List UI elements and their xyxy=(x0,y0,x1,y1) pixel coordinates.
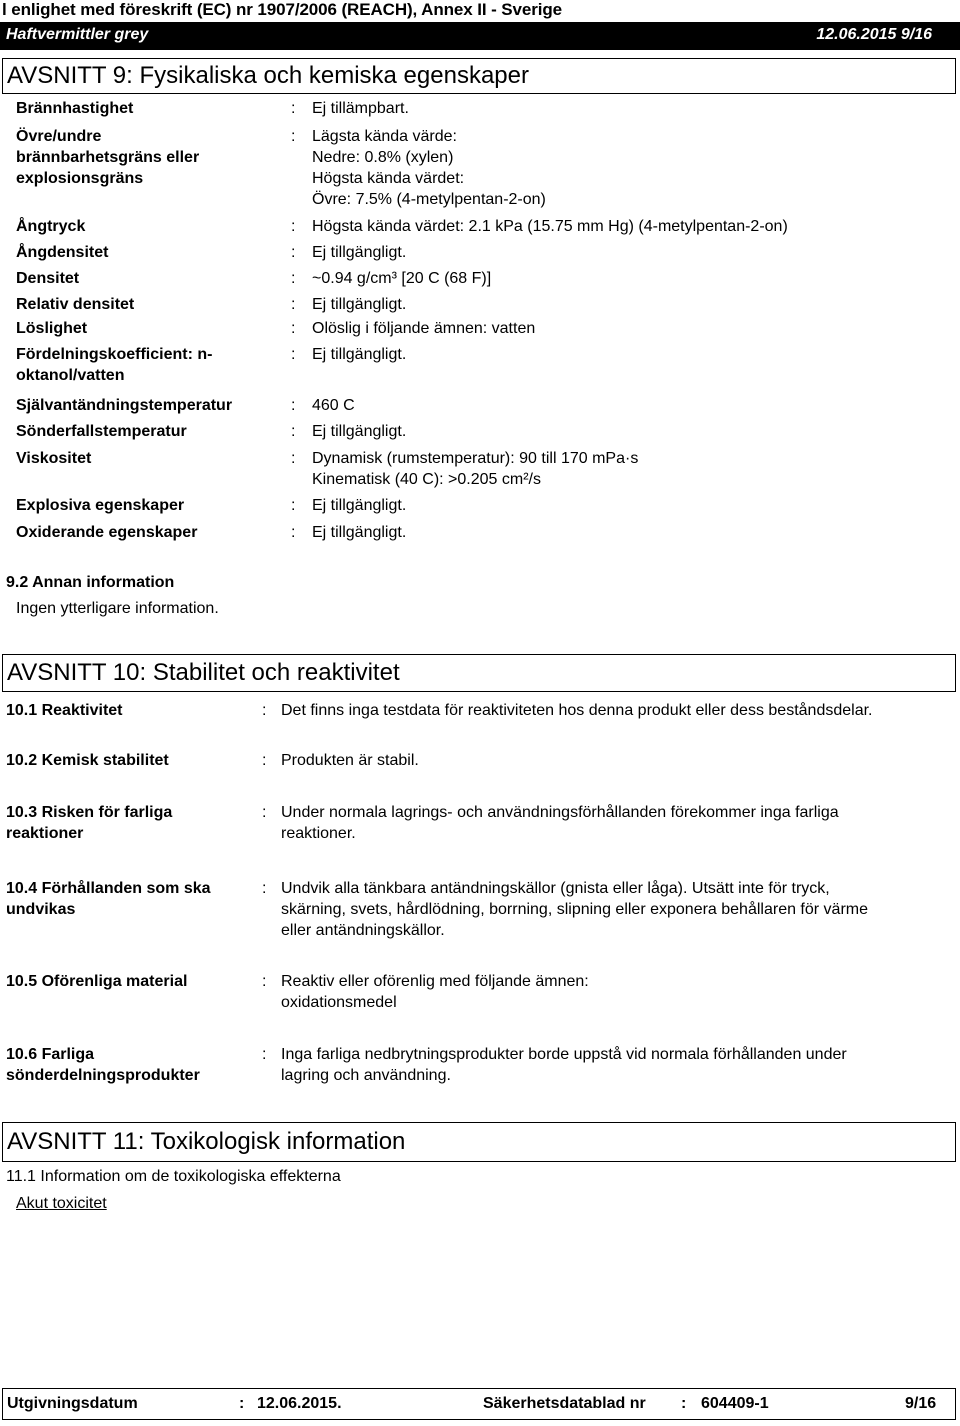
footer-colon: : xyxy=(681,1395,687,1412)
property-colon: : xyxy=(291,296,296,313)
property-label: Ångtryck xyxy=(16,218,86,235)
regulation-title: l enlighet med föreskrift (EC) nr 1907/2006 (REACH), Annex II - Sverige xyxy=(2,0,563,19)
section-10-heading: AVSNITT 10: Stabilitet och reaktivitet xyxy=(2,654,956,692)
property-colon: : xyxy=(291,497,296,514)
stability-label: 10.1 Reaktivitet xyxy=(6,702,123,719)
stability-value: Det finns inga testdata för reaktiviteten hos denna produkt eller dess beståndsdelar. xyxy=(281,702,873,719)
property-value: Ej tillgängligt. xyxy=(312,423,407,440)
stability-label: 10.4 Förhållanden som ska undvikas xyxy=(6,880,211,918)
stability-colon: : xyxy=(262,702,267,719)
stability-colon: : xyxy=(262,880,267,897)
stability-value: Undvik alla tänkbara antändningskällor (gnista eller låga). Utsätt inte för tryck, skärning, svets, hårdlödning, borrning, slipning eller exponera behållaren för värme eller antändningskällor. xyxy=(281,880,868,939)
stability-colon: : xyxy=(262,973,267,990)
stability-colon: : xyxy=(262,752,267,769)
property-value: Högsta kända värdet: 2.1 kPa (15.75 mm Hg) (4-metylpentan-2-on) xyxy=(312,218,788,235)
property-value: Dynamisk (rumstemperatur): 90 till 170 mPa·s Kinematisk (40 C): >0.205 cm²/s xyxy=(312,450,639,488)
section-9-heading: AVSNITT 9: Fysikaliska och kemiska egenskaper xyxy=(2,58,956,94)
property-label: Oxiderande egenskaper xyxy=(16,524,198,541)
stability-label: 10.2 Kemisk stabilitet xyxy=(6,752,169,769)
property-label: Brännhastighet xyxy=(16,100,134,117)
stability-value: Produkten är stabil. xyxy=(281,752,419,769)
other-information-text: Ingen ytterligare information. xyxy=(16,600,219,617)
property-value: Ej tillgängligt. xyxy=(312,497,407,514)
property-value: Olöslig i följande ämnen: vatten xyxy=(312,320,536,337)
property-colon: : xyxy=(291,244,296,261)
property-label: Sönderfallstemperatur xyxy=(16,423,187,440)
property-colon: : xyxy=(291,270,296,287)
property-label: Viskositet xyxy=(16,450,92,467)
stability-label: 10.6 Farliga sönderdelningsprodukter xyxy=(6,1046,200,1084)
acute-toxicity-heading: Akut toxicitet xyxy=(16,1195,107,1212)
property-label: Relativ densitet xyxy=(16,296,135,313)
property-value: 460 C xyxy=(312,397,355,414)
document-footer xyxy=(2,1388,956,1420)
property-value: ~0.94 g/cm³ [20 C (68 F)] xyxy=(312,270,492,287)
footer-page-number: 9/16 xyxy=(905,1395,937,1412)
sds-number-label: Säkerhetsdatablad nr xyxy=(483,1395,646,1412)
property-label: Löslighet xyxy=(16,320,88,337)
property-value: Ej tillgängligt. xyxy=(312,244,407,261)
stability-label: 10.5 Oförenliga material xyxy=(6,973,188,990)
property-value: Ej tillgängligt. xyxy=(312,296,407,313)
subsection-heading-11-1: 11.1 Information om de toxikologiska effekterna xyxy=(6,1168,341,1185)
property-value: Ej tillgängligt. xyxy=(312,346,407,363)
stability-value: Under normala lagrings- och användningsförhållanden förekommer inga farliga reaktioner. xyxy=(281,804,839,842)
property-label: Ångdensitet xyxy=(16,244,109,261)
property-label: Fördelningskoefficient: n- oktanol/vatten xyxy=(16,346,213,384)
property-colon: : xyxy=(291,397,296,414)
property-colon: : xyxy=(291,100,296,117)
issue-date-label: Utgivningsdatum xyxy=(7,1395,138,1412)
stability-colon: : xyxy=(262,804,267,821)
property-colon: : xyxy=(291,450,296,467)
property-value: Ej tillämpbart. xyxy=(312,100,409,117)
stability-value: Inga farliga nedbrytningsprodukter borde uppstå vid normala förhållanden under lagring och användning. xyxy=(281,1046,847,1084)
property-label: Explosiva egenskaper xyxy=(16,497,185,514)
issue-date-value: 12.06.2015. xyxy=(257,1395,342,1412)
header-date-page: 12.06.2015 9/16 xyxy=(816,26,932,43)
property-colon: : xyxy=(291,524,296,541)
section-11-heading: AVSNITT 11: Toxikologisk information xyxy=(2,1122,956,1162)
stability-colon: : xyxy=(262,1046,267,1063)
document-header-bar xyxy=(0,22,960,50)
property-colon: : xyxy=(291,423,296,440)
property-colon: : xyxy=(291,346,296,363)
property-label: Övre/undre brännbarhetsgräns eller explosionsgräns xyxy=(16,128,200,187)
stability-label: 10.3 Risken för farliga reaktioner xyxy=(6,804,173,842)
footer-colon: : xyxy=(239,1395,245,1412)
property-colon: : xyxy=(291,320,296,337)
product-name: Haftvermittler grey xyxy=(6,26,149,43)
stability-value: Reaktiv eller oförenlig med följande ämnen: oxidationsmedel xyxy=(281,973,589,1011)
property-colon: : xyxy=(291,218,296,235)
property-label: Densitet xyxy=(16,270,80,287)
property-colon: : xyxy=(291,128,296,145)
subsection-heading-9-2: 9.2 Annan information xyxy=(6,574,175,591)
property-value: Lägsta kända värde: Nedre: 0.8% (xylen) Högsta kända värdet: Övre: 7.5% (4-metylpentan-2-on) xyxy=(312,128,546,208)
property-label: Självantändningstemperatur xyxy=(16,397,233,414)
sds-number-value: 604409-1 xyxy=(701,1395,769,1412)
property-value: Ej tillgängligt. xyxy=(312,524,407,541)
